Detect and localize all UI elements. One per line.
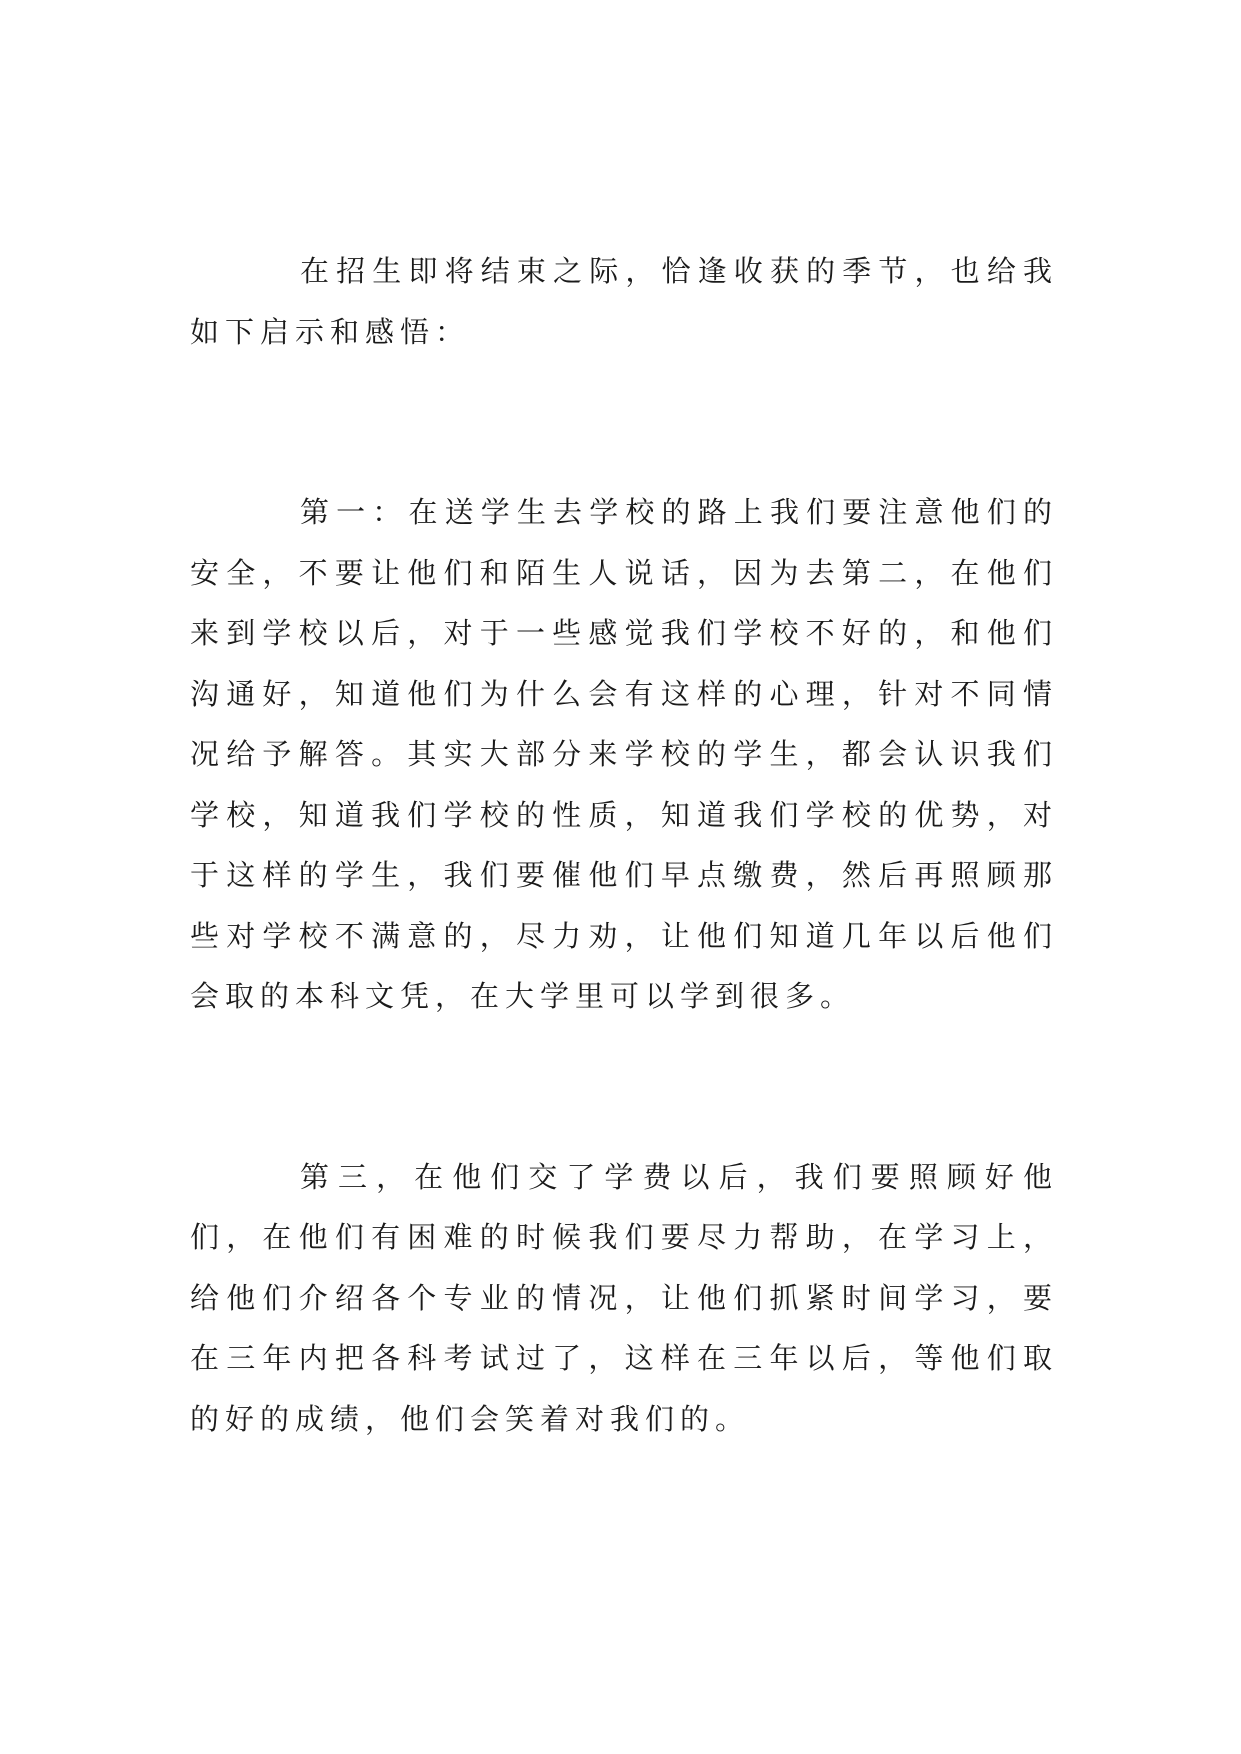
paragraph-first-point: 第一：在送学生去学校的路上我们要注意他们的安全，不要让他们和陌生人说话，因为去第二，在他们来到学校以后，对于一些感觉我们学校不好的，和他们沟通好，知道他们为什么会有这样的心理，针对不同情况给予解答。其实大部分来学校的学生，都会认识我们学校，知道我们学校的性质，知道我们学校的优势，对于这样的学生，我们要催他们早点缴费，然后再照顾那些对学校不满意的，尽力劝，让他们知道几年以后他们会取的本科文凭，在大学里可以学到很多。	[190, 495, 1058, 1013]
paragraph-intro: 在招生即将结束之际，恰逢收获的季节，也给我如下启示和感悟：	[190, 254, 1058, 349]
paragraph-third-point: 第三，在他们交了学费以后，我们要照顾好他们，在他们有困难的时候我们要尽力帮助，在学习上，给他们介绍各个专业的情况，让他们抓紧时间学习，要在三年内把各科考试过了，这样在三年以后，等他们取的好的成绩，他们会笑着对我们的。	[190, 1159, 1058, 1436]
document-body	[190, 241, 1058, 1449]
